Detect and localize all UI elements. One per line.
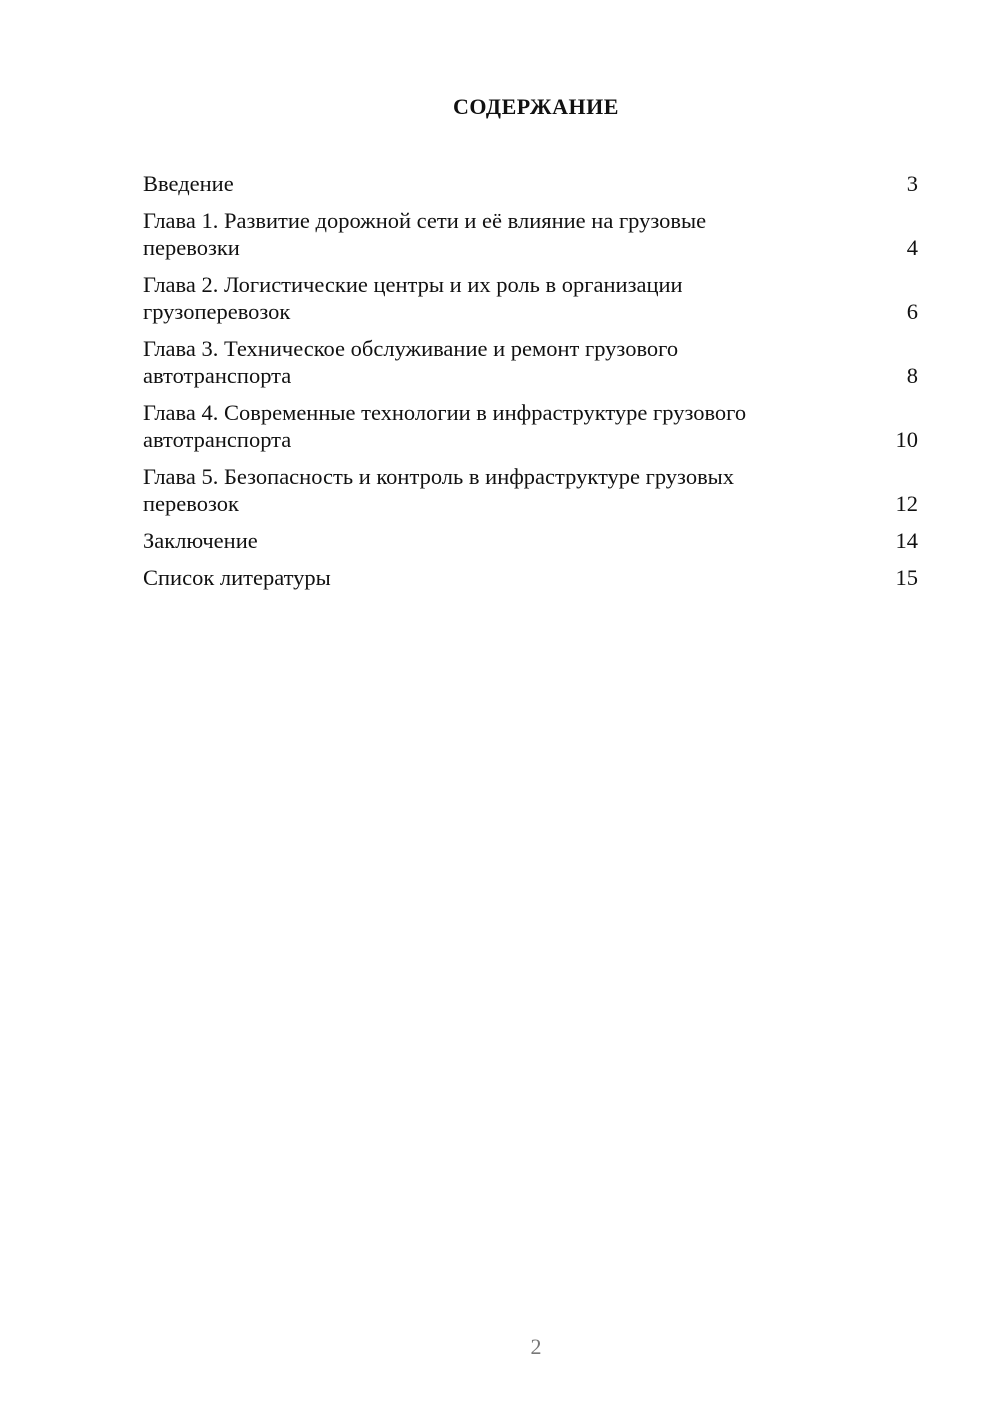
toc-entry-page: 6 xyxy=(906,299,918,324)
toc-entry-page: 14 xyxy=(895,528,918,553)
toc-entry-chapter-1 xyxy=(143,207,918,261)
toc-entry-conclusion xyxy=(143,527,918,554)
toc-entry-text: Список литературы xyxy=(143,565,331,590)
toc-entry-text: Глава 2. Логистические центры и их роль в организации грузоперевозок xyxy=(143,272,683,324)
toc-entry-text: Глава 5. Безопасность и контроль в инфраструктуре грузовых перевозок xyxy=(143,464,735,516)
toc-heading xyxy=(36,94,1000,120)
page-number: 2 xyxy=(530,1334,542,1359)
toc-entry-text: Введение xyxy=(143,171,234,196)
toc-entry-text: Глава 4. Современные технологии в инфраструктуре грузового автотранспорта xyxy=(143,400,747,452)
toc-entry-chapter-5 xyxy=(143,463,918,517)
toc-entry-text: Глава 3. Техническое обслуживание и ремонт грузового автотранспорта xyxy=(143,336,679,388)
toc-entry-page: 10 xyxy=(895,427,918,452)
toc-entry-chapter-2 xyxy=(143,271,918,325)
toc-entry-chapter-4 xyxy=(143,399,918,453)
toc-heading-text: СОДЕРЖАНИЕ xyxy=(453,94,619,119)
toc-entry-page: 15 xyxy=(895,565,918,590)
toc-entry-page: 8 xyxy=(906,363,918,388)
toc-entry-bibliography xyxy=(143,564,918,591)
toc-entry-text: Глава 1. Развитие дорожной сети и её влияние на грузовые перевозки xyxy=(143,208,707,260)
toc-entry-page: 4 xyxy=(906,235,918,260)
toc-entry-text: Заключение xyxy=(143,528,258,553)
toc-entry-page: 12 xyxy=(895,491,918,516)
toc-entry-introduction xyxy=(143,170,918,197)
toc-entry-page: 3 xyxy=(906,171,918,196)
toc-entry-chapter-3 xyxy=(143,335,918,389)
table-of-contents xyxy=(143,170,918,601)
